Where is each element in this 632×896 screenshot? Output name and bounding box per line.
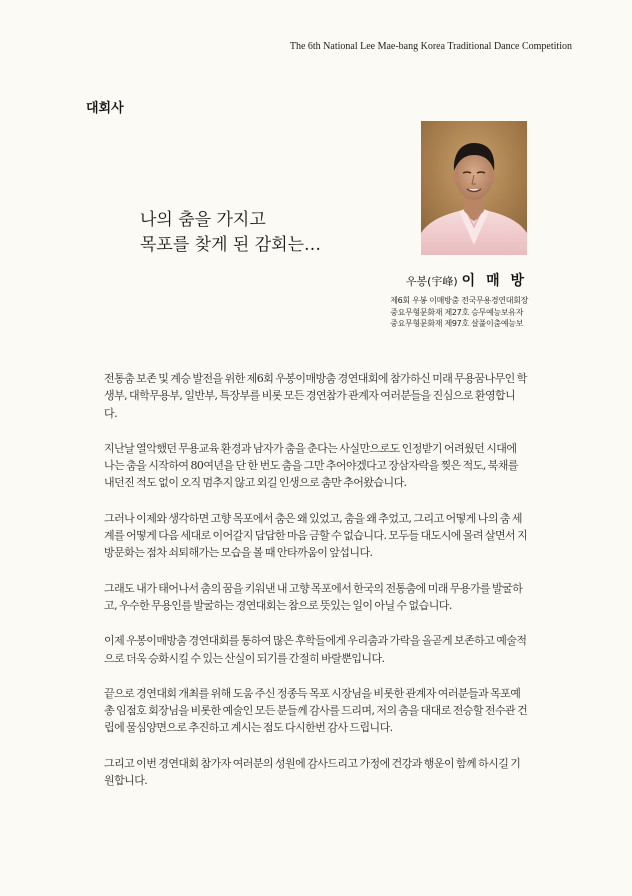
author-position: 중요무형문화재 제27호 승무예능보유자 <box>390 307 524 317</box>
body-paragraph: 그러나 이제와 생각하면 고향 목포에서 춤은 왜 있었고, 춤을 왜 추었고, 그리고 어떻게 나의 춤 세계를 어떻게 다음 세대로 이어갈지 답답한 마음 금할 수 없습니다. 모두들 대도시에 몰려 살면서 지방문화는 점차 쇠퇴해가는 모습을 볼 때 안타까움이 앞섭니다. <box>104 511 528 560</box>
author-position: 제6회 우봉 이매방춤 전국무용경연대회장 <box>390 296 528 305</box>
body-paragraph: 끝으로 경연대회 개최를 위해 도움 주신 정종득 목포 시장님을 비롯한 관계자 여러분들과 목포예총 임점호 회장님을 비롯한 예술인 모든 분들께 감사를 드리며, 저의 춤을 대대로 전승할 전수관 건립에 물심양면으로 추진하고 계시는 점도 다시한번 감사 드립니다. <box>104 686 528 735</box>
title-line-1: 나의 춤을 가지고 <box>140 210 266 230</box>
author-portrait <box>421 121 527 255</box>
author-positions <box>390 295 528 330</box>
author-name: 이 매 방 <box>461 273 527 289</box>
portrait-image <box>421 121 527 255</box>
body-paragraph: 이제 우봉이매방춤 경연대회를 통하여 많은 후학들에게 우리춤과 가락을 올곧게 보존하고 예술적으로 더욱 승화시킬 수 있는 산실이 되기를 간절히 바랄뿐입니다. <box>104 634 527 665</box>
body-paragraph: 전통춤 보존 및 계승 발전을 위한 제6회 우봉이매방춤 경연대회에 참가하신 미래 무용꿈나무인 학생부, 대학무용부, 일반부, 특장부를 비롯 모든 경연참가 관계자 여러분들을 진심으로 환영합니다. <box>104 372 527 420</box>
body-paragraph: 그래도 내가 태어나서 춤의 꿈을 키워낸 내 고향 목포에서 한국의 전통춤에 미래 무용가를 발굴하고, 우수한 무용인를 발굴하는 경연대회는 참으로 뜻있는 일이 아닐 수 없습니다. <box>104 581 523 612</box>
page-title <box>140 208 321 258</box>
title-line-2: 목포를 찾게 된 감회는… <box>140 235 322 255</box>
author-pen-name: 우봉(宇峰) <box>405 275 458 288</box>
author-line <box>406 270 527 290</box>
competition-header: The 6th National Lee Mae-bang Korea Traditional Dance Competition <box>289 41 572 52</box>
body-paragraph: 지난날 열악했던 무용교육 환경과 남자가 춤을 춘다는 사실만으로도 인정받기 어려웠던 시대에 나는 춤을 시작하여 80여년을 단 한 번도 춤을 그만 추어야겠다고 장삼자락을 찢은 적도, 북채를 내던진 적도 없이 오직 멈추지 않고 외길 인생으로 춤만 추어왔습니다. <box>104 441 518 490</box>
author-position: 중요무형문화재 제97호 살풀이춤예능보 <box>390 319 524 328</box>
body-paragraph: 그리고 이번 경연대회 참가자 여러분의 성원에 감사드리고 가정에 건강과 행운이 함께 하시길 기원합니다. <box>104 756 521 788</box>
address-body <box>104 370 528 807</box>
section-label: 대회사 <box>86 101 124 116</box>
